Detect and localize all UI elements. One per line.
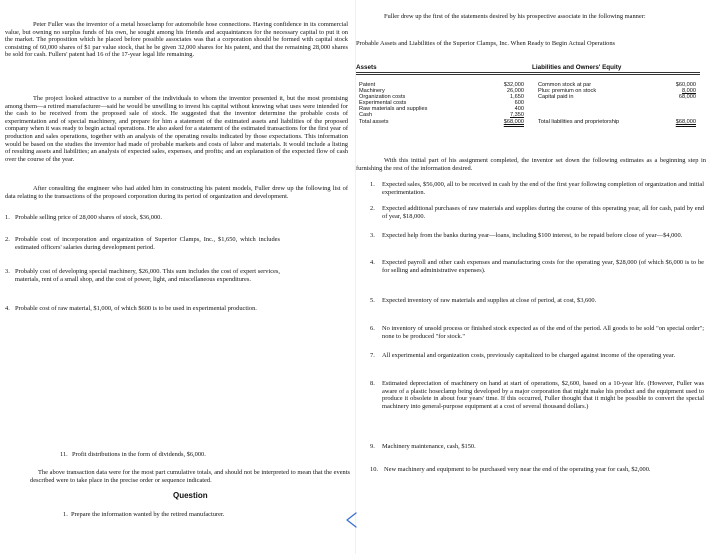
liability-label: Plus: premium on stock (538, 88, 597, 94)
data-list-intro: After consulting the engineer who had aided him in constructing his patent models, Fuller drew up the following list of data relating to the transactions of the proposed corporation during its period of organization and development. (5, 185, 348, 200)
asset-label: Total assets (359, 119, 389, 125)
item-number: 3. (370, 232, 375, 239)
case-intro-paragraph: Peter Fuller was the inventor of a metal hoseclamp for automobile hose connections. Having confidence in its commercial value, but owning no surplus funds of his own, he sought among his friends and acquaintances for the necessary capital to put it on the market. The proposition which he placed before possible associates was that a corporation should be formed with capital stock consisting of 60,000 shares of $1 par value stock, that he be given 32,000 shares for his patent, and that the remaining 28,000 shares be sold for cash. Fullers' patent had 16 of the 17-year legal life remaining. (5, 21, 348, 59)
liabilities-header: Liabilities and Owners' Equity (532, 64, 622, 71)
item-text: All experimental and organization costs, previously capitalized to be charged against income of the operating year. (382, 352, 676, 359)
liability-value: 8,000 (682, 88, 696, 94)
liability-value: 68,000 (678, 94, 696, 100)
item-number: 9. (370, 443, 375, 450)
header-rule (356, 72, 700, 73)
asset-label: Patent (359, 82, 376, 88)
item-number: 1. (5, 214, 10, 221)
header-rule (356, 74, 700, 75)
item-text: Machinery maintenance, cash, $150. (382, 443, 476, 450)
asset-label: Machinery (359, 88, 385, 94)
liability-total-label: Total liabilities and proprietorship (538, 119, 620, 125)
liability-value: $60,000 (675, 82, 696, 88)
item-number: 5. (370, 297, 375, 304)
item-text: New machinery and equipment to be purchased very near the end of the operating year for cash, $2,000. (384, 466, 651, 473)
asset-value: 7,350 (510, 112, 524, 118)
item-text: Probable cost of incorporation and organization of Superior Clamps, Inc., $1,650, which includes estimated officers' salaries during development period. (15, 236, 280, 251)
question-heading: Question (173, 491, 208, 500)
item-number: 2. (370, 205, 375, 212)
item-text: Expected sales, $56,000, all to be received in cash by the end of the first year following completion of organization and initial experimentation. (382, 181, 704, 196)
item-text: Expected payroll and other cash expenses and manufacturing costs for the operating year, $28,000 (of which $6,000 is to be for selling and administrative expenses). (382, 259, 704, 274)
item-text: Prepare the information wanted by the retired manufacturer. (71, 511, 225, 518)
asset-label: Raw materials and supplies (359, 106, 428, 112)
item-number: 8. (370, 380, 375, 387)
left-list-item-11 (60, 451, 340, 461)
asset-label: Cash (359, 112, 373, 118)
liability-total-value: $68,000 (675, 119, 696, 125)
item-number: 4. (370, 259, 375, 266)
item-text: Expected help from the banks during year—loans, including $100 interest, to be repaid before close of year—$4,000. (382, 232, 683, 239)
item-text: Estimated depreciation of machinery on hand at start of operations, $2,600, based on a 10-year life. (However, Fuller was aware of a plastic hoseclamp being developed by a major corporation that might make his product and the equipment used to produce it obsolete in about four years' time. If this occurred, Fuller thought that it might be possible to convert the special machinery into general-purpose equipment at a cost of several thousand dollars.) (382, 380, 704, 410)
item-text: Probably cost of developing special machinery, $26,000. This sum includes the cost of expert services, materials, rent of a small shop, and the cost of power, light, and miscellaneous expenditures. (15, 268, 280, 283)
item-text: Expected additional purchases of raw materials and supplies during the course of this operating year, all for cash, paid by end of year, $18,000. (382, 205, 704, 220)
asset-value: $32,000 (503, 82, 524, 88)
balance-sheet-title: Probable Assets and Liabilities of the Superior Clamps, Inc. When Ready to Begin Actual Operations (356, 40, 616, 47)
statement-intro: Fuller drew up the first of the statements desired by his prospective associate in the following manner: (384, 13, 646, 20)
assets-header: Assets (356, 64, 377, 71)
item-number: 4. (5, 305, 10, 312)
project-paragraph: The project looked attractive to a number of the individuals to whom the inventor presented it, but the most promising among them—a retired manufacturer—said he would be unwilling to invest his capital without knowing what uses were intended for the cash to be received from the proposed sale of stock. He suggested that the inventor determine the probable costs of experimentation and of special machinery, and prepare for him a statement of the estimated assets and liabilities of the proposed company when it was ready to begin actual operations. He also asked for a statement of the estimated transactions for the first year of production and sales operations, together with an analysis of the operating results indicated by those expectations. This information would be based on the studies the inventor had made of probable markets and costs of labor and materials. It would include a listing of resulting assets and liabilities; an analysis of expected sales, expenses, and profits; and an explanation of the expected flow of cash over the course of the year. (5, 95, 348, 163)
item-number: 7. (370, 352, 375, 359)
item-text: Expected inventory of raw materials and supplies at close of period, at cost, $3,600. (382, 297, 597, 304)
item-number: 1. (63, 511, 68, 518)
asset-value: 600 (514, 100, 524, 106)
item-number: 3. (5, 268, 10, 275)
asset-value: 1,650 (510, 94, 524, 100)
item-text: Probable selling price of 28,000 shares of stock, $36,000. (15, 214, 162, 221)
asset-total-value: $68,000 (503, 119, 524, 125)
item-number: 2. (5, 236, 10, 243)
item-number: 10. (370, 466, 378, 473)
asset-label: Experimental costs (359, 100, 407, 106)
item-text: Probable cost of raw material, $1,000, of which $600 is to be used in experimental production. (15, 305, 257, 312)
liability-label: Common stock at par (538, 82, 592, 88)
asset-label: Organization costs (359, 94, 406, 100)
left-column (0, 0, 356, 554)
left-list-item (5, 268, 345, 296)
question-item (63, 511, 323, 521)
left-list-item (5, 236, 345, 264)
liability-label: Capital paid in (538, 94, 574, 100)
closing-note: The above transaction data were for the most part cumulative totals, and should not be interpreted to mean that the events described were to take place in the precise order or sequence indicated. (30, 469, 350, 484)
item-text: Profit distributions in the form of dividends, $6,000. (72, 451, 206, 458)
item-number: 1. (370, 181, 375, 188)
estimates-intro: With this initial part of his assignment completed, the inventor set down the following estimates as a beginning step in furnishing the rest of the information desired. (356, 157, 706, 172)
left-list-item (5, 305, 345, 325)
asset-value: 26,000 (506, 88, 524, 94)
asset-value: 400 (514, 106, 524, 112)
item-text: No inventory of unsold process or finished stock expected as of the end of the period. All goods to be sold "on special order"; none to be produced "for stock." (382, 325, 704, 340)
item-number: 11. (60, 451, 68, 458)
left-list-item (5, 214, 345, 224)
balance-sheet (356, 64, 700, 174)
item-number: 6. (370, 325, 375, 332)
